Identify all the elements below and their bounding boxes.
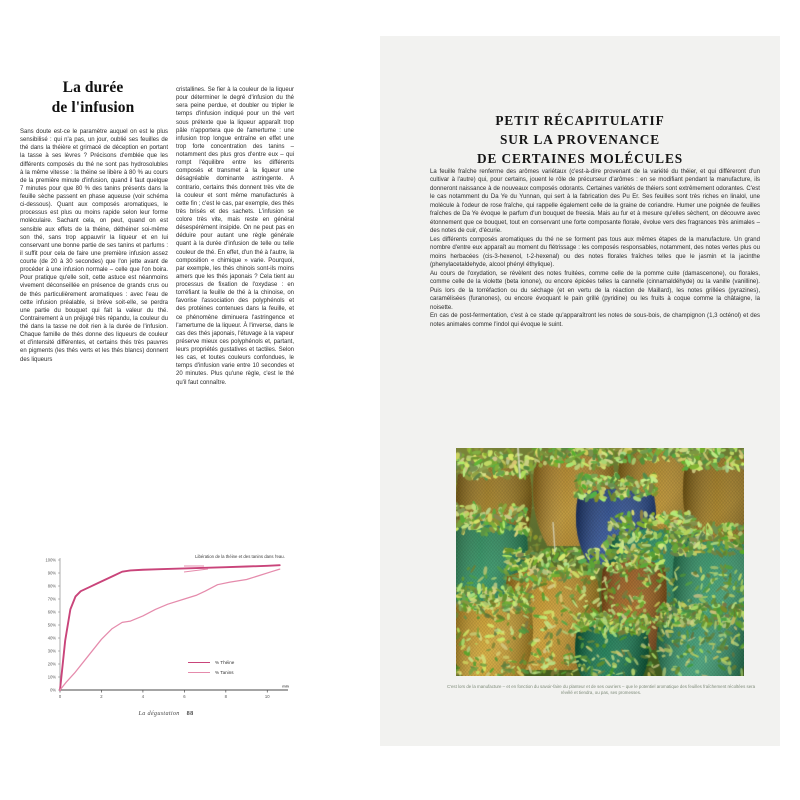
right-page [380, 36, 780, 746]
page-title-line-1: La durée [62, 79, 124, 96]
tea-leaves-photo [456, 448, 744, 676]
chart-plot-area [36, 552, 296, 712]
legend-item-theine [188, 660, 234, 665]
svg-text:90%: 90% [47, 570, 56, 576]
legend-label-tanins: % Tanins [215, 670, 234, 675]
body-column-left [20, 128, 168, 364]
body-text-column-1: Sans doute est-ce le paramètre auquel on est le plus sensibilisé : qui n'a pas, un jour, oublié ses feuilles de thé dans la théière et grimacé de déception en portant la tasse à ses lèvres ? Précisons d'emblée que les différents composés du thé ne sont pas hydrosolubles à la même vitesse : la théine se libère à 80 % au cours de la première minute d'infusion, quand il faut quelque 7 minutes pour que 80 % des tanins présents dans la feuille sèche passent en phase aqueuse (voir schéma ci-dessous). Quant aux composés aromatiques, le processus est plus ou moins rapide selon leur forme moléculaire. Sachant cela, on peut, quand on est sensible aux effets de la théine, déthéiner soi-même son thé, sans trop appauvrir la liqueur et en lui conservant une bonne partie de ses tanins et parfums : il suffit pour cela de faire une première infusion assez courte (de 20 à 30 secondes) que l'on jette avant de procéder à une infusion normale – celle que l'on boira. Pour pratique qu'elle soit, cette astuce est néanmoins vivement déconseillée en présence de grands crus ou de thés particulièrement aromatiques : avec l'eau de cette infusion préalable, si brève soit-elle, se perdra une partie du bouquet qui fait la valeur du thé. Contrairement à un préjugé très répandu, la couleur du thé dans la tasse ne doit rien à la durée de l'infusion. Chaque famille de thés donne des liqueurs de couleur et d'intensité différentes, et certains thés très pauvres en pigments (les thés verts et les thés blancs) donnent des liqueurs [20, 129, 168, 363]
infusion-release-chart [36, 552, 296, 730]
y-axis [46, 558, 60, 693]
recap-paragraph-1: La feuille fraîche renferme des arômes variétaux (c'est-à-dire provenant de la variété du théier, et qui différeront d'un cultivar à l'autre) qui, pour certains, jouent le rôle de précurseur d'arômes : en se modifiant pendant la manufacture, ils donneront naissance à de nouveaux composés odorants. Certaines variétés de théiers sont extrêmement odorantes. C'est le cas notamment du Da Ye du Yunnan, qui sert à la fabrication des Pu Er. Ses feuilles sont très riches en linalol, une molécule à l'odeur de rose fraîche, qui rappelle également celle de la graine de coriandre. Humer une poignée de feuilles fraîches de Da Ye évoque le parfum d'un bouquet de freesia. Mais au fur et à mesure qu'elles sèchent, on découvre avec étonnement que ce bouquet, tout en conservant une forte composante florale, évolue vers des fragrances très animales – des notes de cuir, d'écurie. [430, 169, 760, 235]
svg-text:60%: 60% [47, 609, 56, 615]
photo-caption: C'est lors de la manufacture – et en fonction du savoir-faire du planteur et de ses ouvriers – que le potentiel aromatique des feuilles fraîchement récoltées sera révélé et tiendra, ou pas, ses promesses. [446, 684, 756, 696]
svg-text:40%: 40% [47, 635, 56, 641]
page-title-line-2: de l'infusion [51, 98, 135, 116]
x-axis [59, 685, 290, 700]
legend-swatch-theine [188, 662, 210, 663]
body-column-right [176, 86, 294, 387]
chart-series-group [60, 565, 280, 690]
page-footer [36, 710, 296, 717]
recap-paragraph-3: Au cours de l'oxydation, se révèlent des notes fruitées, comme celle de la pomme cuite (damascenone), ou florales, comme celle de la violette (beta ionone), ou encore épicées telles la cannelle (cinnamaldéhyde) ou la vanille (vanilline). Puis lors de la torréfaction ou du séchage (et en vertu de la réaction de Maillard), les notes grillées (pyrazines), caramélisées (furanones), ou encore évoquant le pain grillé (pyridine) ou les fruits à coque comme la châtaigne, la noisette. [430, 270, 760, 311]
svg-text:8: 8 [224, 694, 227, 699]
recap-title [380, 112, 780, 169]
body-text-column-2: cristallines. Se fier à la couleur de la liqueur pour déterminer le degré d'infusion du thé sera peine perdue, et doubler ou tripler le temps d'infusion indiqué pour un thé vert sous prétexte que la liqueur apparaît trop pâle n'apportera que de l'amertume : une infusion trop longue entraîne en effet une trop forte concentration des tanins – notamment des plus gros d'entre eux – qui rompt l'équilibre entre les différents composés et transmet à la liqueur une désagréable dominante astringente. A contrario, certains thés donnent très vite de la couleur et sont même manufacturés à cette fin ; c'est le cas, par exemple, des thés très brisés et des sachets. L'infusion se colore très vite, mais reste en général désespérément insipide. On ne peut pas en déduire pour autant une règle générale quant à la durée d'infusion de telle ou telle couleur de thé. En effet, d'un thé à l'autre, la composition « chimique » varie. Pourquoi, par exemple, les thés chinois sont-ils moins amers que les thés japonais ? Cela tient au processus de fixation de l'oxydase : en torréfiant la feuille de thé à la chinoise, on favorise l'association des polyphénols et des protéines contenues dans la feuille, et ce phénomène diminuera l'astringence et l'amertume de la liqueur. À l'inverse, dans le cas des thés japonais, l'étuvage à la vapeur préserve mieux ces polyphénols et, partant, leurs propriétés gustatives et tactiles. Selon les cas, et toutes couleurs confondues, le temps d'infusion varie entre 10 secondes et 20 minutes. Plus qu'une règle, c'est le thé qu'il faut connaître. [176, 87, 294, 386]
left-page [0, 0, 378, 800]
svg-text:70%: 70% [47, 596, 56, 602]
chart-annotation: Libération de la théine et des tanins dans l'eau. [195, 554, 285, 559]
chart-legend [188, 660, 234, 680]
page-title [18, 78, 168, 118]
svg-text:10: 10 [264, 694, 270, 699]
legend-label-theine: % Théine [215, 660, 235, 665]
svg-text:30%: 30% [47, 648, 56, 654]
book-section-name: La dégustation [138, 710, 180, 717]
svg-text:2: 2 [100, 694, 103, 699]
svg-text:100%: 100% [45, 557, 56, 563]
recap-title-line-3: DE CERTAINES MOLÉCULES [476, 150, 684, 166]
svg-text:0: 0 [58, 694, 62, 699]
svg-text:50%: 50% [47, 622, 56, 628]
tea-sacks-image [456, 448, 744, 676]
recap-title-line-2: SUR LA PROVENANCE [499, 131, 661, 147]
svg-text:20%: 20% [47, 661, 56, 667]
recap-body [430, 168, 760, 329]
recap-title-line-1: PETIT RÉCAPITULATIF [495, 113, 665, 128]
recap-paragraph-2: Les différents composés aromatiques du thé ne se forment pas tous aux mêmes étapes de la manufacture. Un grand nombre d'entre eux apparaît au moment du flétrissage : les composés responsables, notamment, des notes vertes plus ou moins herbacées (cis-3-hexenol, t-2-hexenal) ou des notes florales fraîches telles que le jasmin et la jacinthe (phenylacetaldehyde, alcool phényl éthylique). [430, 236, 760, 269]
svg-text:80%: 80% [47, 583, 56, 589]
svg-text:0%: 0% [50, 687, 56, 693]
recap-paragraph-4: En cas de post-fermentation, c'est à ce stade qu'apparaîtront les notes de sous-bois, de champignon (1,3 octénol) et des notes animales comme l'indol qui évoque le suint. [430, 313, 760, 328]
page-number: 88 [186, 710, 194, 717]
svg-text:4: 4 [141, 694, 145, 699]
legend-item-tanins [188, 670, 234, 675]
svg-text:6: 6 [183, 694, 186, 699]
svg-text:10%: 10% [47, 674, 56, 680]
legend-swatch-tanins [188, 672, 210, 673]
svg-text:min: min [282, 684, 289, 689]
